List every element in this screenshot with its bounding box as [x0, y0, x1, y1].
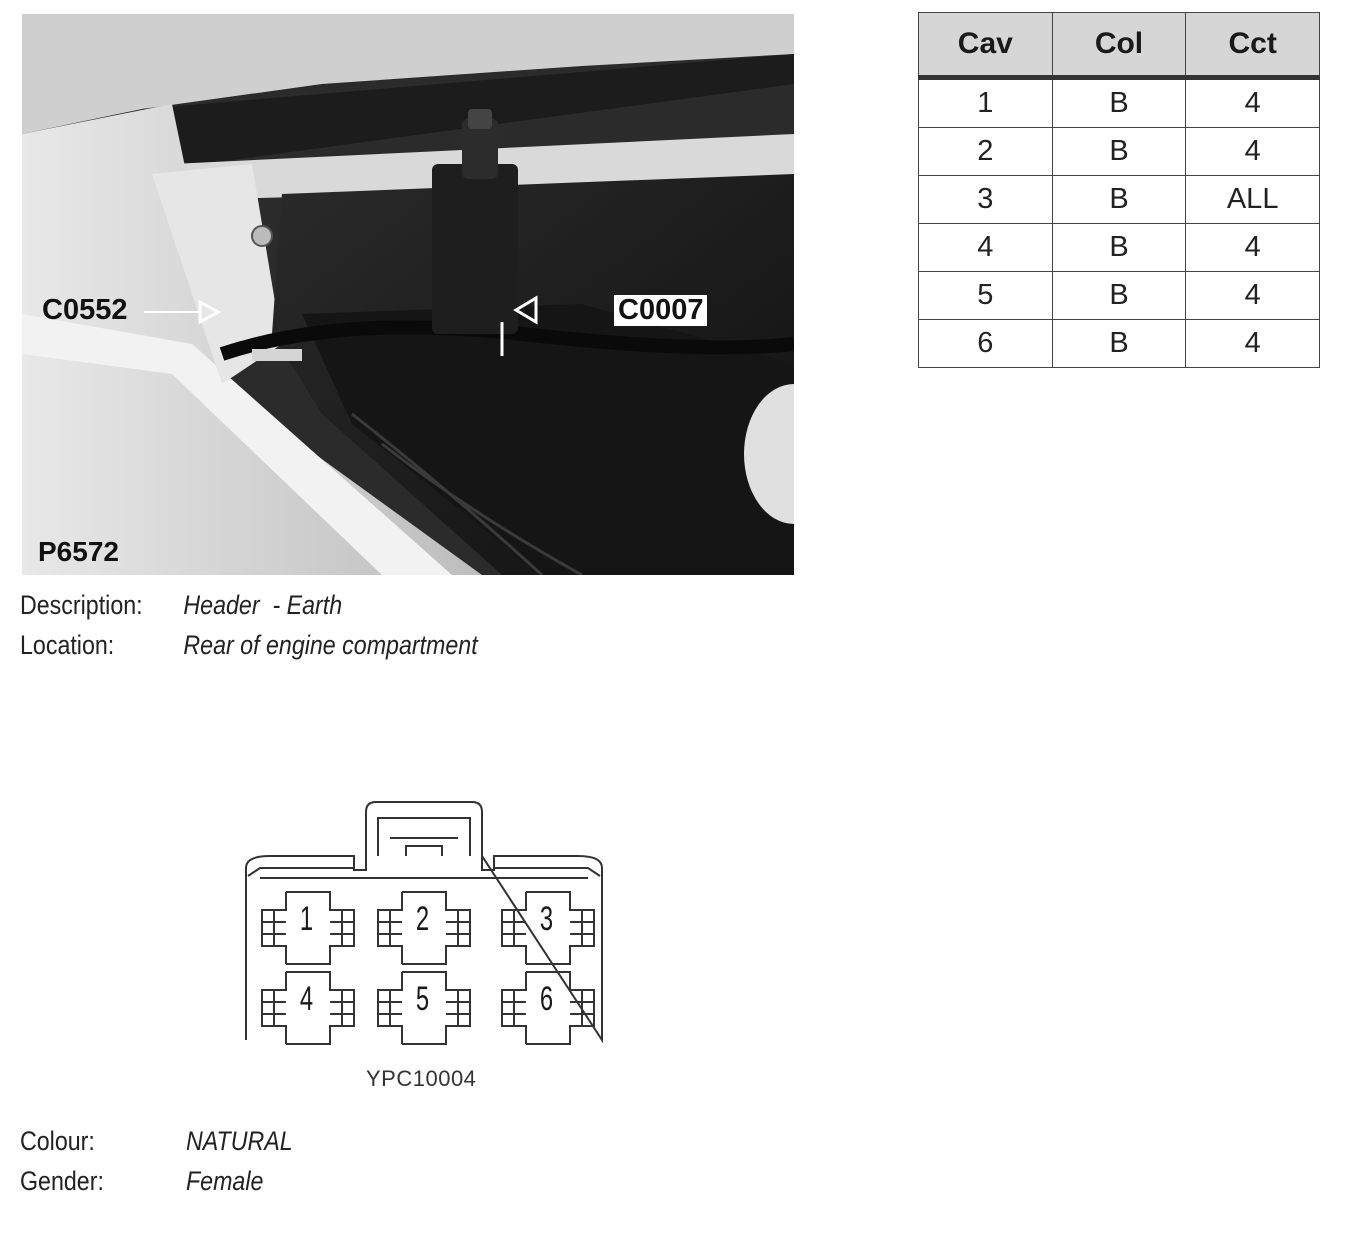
colour-row	[20, 1126, 293, 1156]
col-cell: B	[1052, 224, 1186, 272]
callout-c0007: C0007	[614, 295, 707, 326]
connector-face-diagram	[240, 798, 610, 1053]
cav-cell: 4	[919, 224, 1053, 272]
header-col: Col	[1052, 13, 1186, 78]
cct-cell: 4	[1186, 224, 1320, 272]
description-value: Header - Earth	[183, 590, 343, 620]
table-row	[919, 78, 1320, 128]
cct-cell: 4	[1186, 78, 1320, 128]
callout-c0552: C0552	[42, 294, 128, 326]
table-header-row	[919, 13, 1320, 78]
gender-value: Female	[185, 1166, 264, 1196]
cavity-number-6: 6	[539, 980, 554, 1018]
description-row	[20, 590, 343, 620]
location-row	[20, 630, 478, 660]
table-row	[919, 272, 1320, 320]
table-row	[919, 224, 1320, 272]
cavity-number-3: 3	[539, 900, 554, 938]
table-row	[919, 320, 1320, 368]
col-cell: B	[1052, 320, 1186, 368]
header-cav: Cav	[919, 13, 1053, 78]
cct-cell: ALL	[1186, 176, 1320, 224]
photo-reference: P6572	[38, 536, 119, 567]
cavity-table	[918, 12, 1320, 368]
cct-cell: 4	[1186, 128, 1320, 176]
connector-part-number: YPC10004	[366, 1066, 477, 1091]
cavity-number-2: 2	[415, 900, 430, 938]
cct-cell: 4	[1186, 320, 1320, 368]
cct-cell: 4	[1186, 272, 1320, 320]
cav-cell: 1	[919, 78, 1053, 128]
gender-label: Gender:	[20, 1166, 104, 1196]
colour-label: Colour:	[20, 1126, 95, 1156]
description-label: Description:	[20, 590, 143, 620]
gender-row	[20, 1166, 264, 1196]
table-row	[919, 176, 1320, 224]
cavity-number-5: 5	[415, 980, 430, 1018]
location-value: Rear of engine compartment	[183, 630, 478, 660]
col-cell: B	[1052, 78, 1186, 128]
col-cell: B	[1052, 128, 1186, 176]
cav-cell: 3	[919, 176, 1053, 224]
table-row	[919, 128, 1320, 176]
col-cell: B	[1052, 272, 1186, 320]
cav-cell: 5	[919, 272, 1053, 320]
colour-value: NATURAL	[185, 1126, 293, 1156]
engine-compartment-photo	[22, 14, 794, 575]
header-cct: Cct	[1186, 13, 1320, 78]
cav-cell: 2	[919, 128, 1053, 176]
cav-cell: 6	[919, 320, 1053, 368]
cavity-number-4: 4	[299, 980, 314, 1018]
col-cell: B	[1052, 176, 1186, 224]
location-label: Location:	[20, 630, 115, 660]
cavity-number-1: 1	[299, 900, 314, 938]
